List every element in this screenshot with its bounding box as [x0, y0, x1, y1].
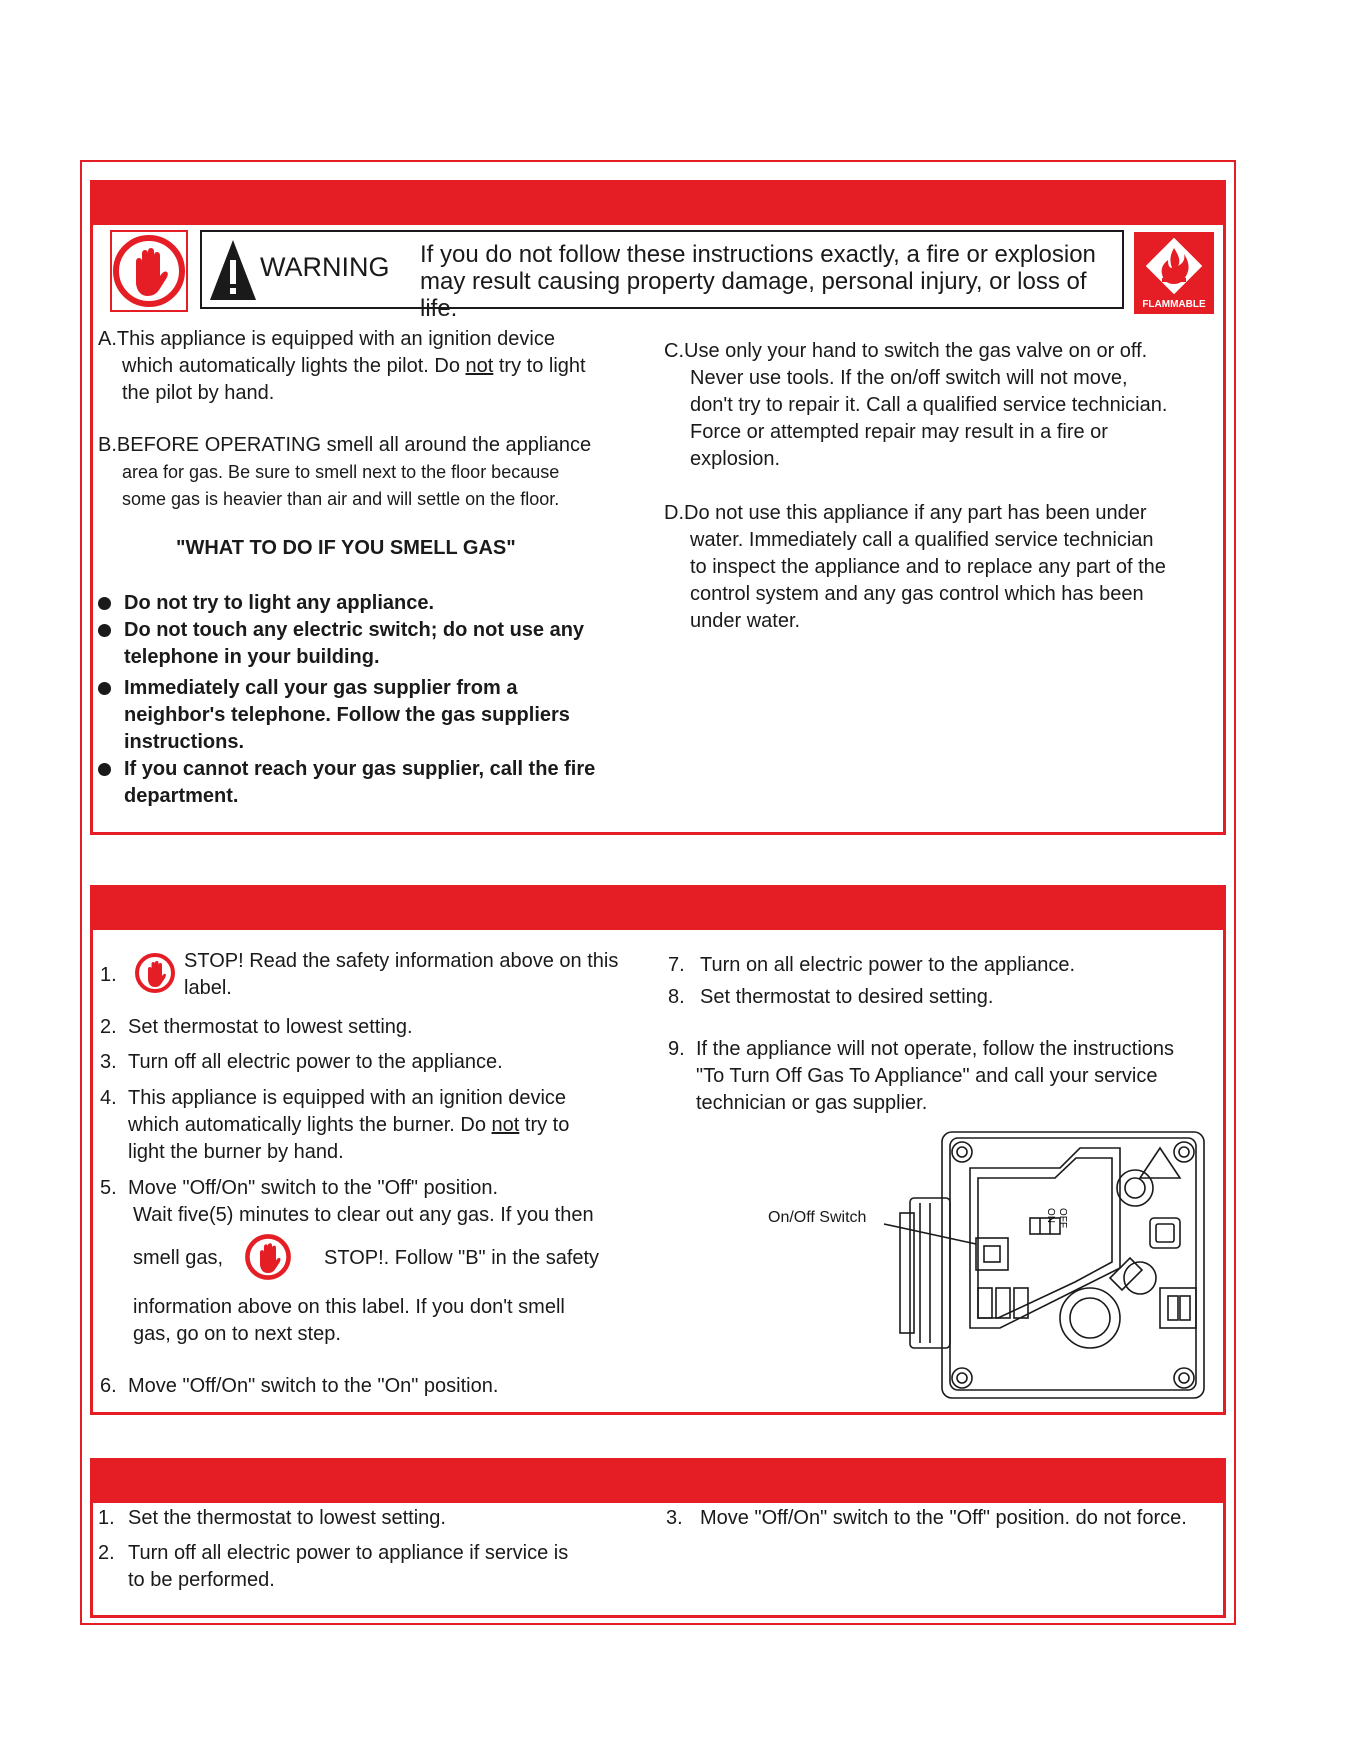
item-c-line: Force or attempted repair may result in a fire or [690, 421, 1108, 443]
stop-hand-icon [244, 1233, 292, 1281]
step-line: STOP! Read the safety information above on this [184, 950, 619, 972]
step-number: 5. [100, 1177, 117, 1199]
item-a [98, 326, 658, 407]
list-item [98, 590, 658, 617]
item-letter: D. [664, 502, 684, 524]
item-d-line: under water. [690, 610, 801, 632]
emphasis-not: not [465, 355, 494, 377]
bullet-icon [98, 763, 111, 776]
warning-word: WARNING [260, 252, 390, 282]
step-6 [100, 1373, 498, 1400]
item-c-line: Use only your hand to switch the gas valve on or off. [684, 340, 1148, 362]
step-text: technician or gas supplier. [696, 1092, 928, 1114]
step-number: 8. [668, 986, 685, 1008]
step-text: which automatically lights the burner. Do [128, 1114, 492, 1136]
item-c-line: explosion. [690, 448, 781, 470]
warning-box [200, 230, 1124, 322]
step-number: 3. [100, 1051, 117, 1073]
step-number: 1. [98, 1507, 115, 1529]
step-5-cont [133, 1294, 653, 1348]
step-8 [668, 984, 994, 1011]
bullet-icon [98, 624, 111, 637]
step-number: 4. [100, 1087, 117, 1109]
gas-valve-diagram [880, 1128, 1220, 1408]
item-a-line: This appliance is equipped with an ignition device [116, 328, 555, 350]
operating-header-bar [93, 888, 1223, 930]
step-number: 9. [668, 1038, 685, 1060]
smell-gas-heading: "WHAT TO DO IF YOU SMELL GAS" [176, 537, 516, 559]
flammable-label: FLAMMABLE [1142, 299, 1206, 310]
step-text: "To Turn Off Gas To Appliance" and call your service [696, 1065, 1158, 1087]
item-a-line: the pilot by hand. [122, 382, 275, 404]
step-1-text [184, 948, 664, 1002]
step-text: Turn off all electric power to the appliance. [128, 1051, 503, 1073]
list-item-text: Do not touch any electric switch; do not use any [124, 619, 585, 641]
smell-gas-list [98, 590, 658, 810]
turnoff-step-2 [98, 1540, 658, 1594]
step-5-smell: smell gas, [133, 1247, 224, 1269]
step-number: 3. [666, 1507, 683, 1529]
step-text: Turn off all electric power to appliance if service is [128, 1542, 569, 1564]
step-text: If the appliance will not operate, follow the instructions [696, 1038, 1175, 1060]
item-b-line: area for gas. Be sure to smell next to the floor because [122, 462, 560, 482]
item-c-line: don't try to repair it. Call a qualified service technician. [690, 394, 1168, 416]
step-text: Wait five(5) minutes to clear out any gas. If you then [133, 1204, 594, 1226]
step-2 [100, 1014, 413, 1041]
turn-off-panel [90, 1458, 1226, 1618]
step-text: information above on this label. If you don't smell [133, 1296, 565, 1318]
list-item [98, 675, 658, 756]
warning-triangle-icon [208, 238, 258, 302]
step-5-stop: STOP!. Follow "B" in the safety [324, 1247, 600, 1269]
stop-hand-box [110, 230, 188, 312]
item-letter: C. [664, 340, 684, 362]
list-item-text: Immediately call your gas supplier from a [124, 677, 518, 699]
item-b [98, 432, 658, 513]
step-line: label. [184, 977, 232, 999]
step-number: 2. [98, 1542, 115, 1564]
list-item-text: Do not try to light any appliance. [124, 592, 435, 614]
step-number: 6. [100, 1375, 117, 1397]
list-item [98, 756, 658, 810]
step-1-number: 1. [100, 964, 117, 986]
step-text: Move "Off/On" switch to the "Off" position. do not force. [700, 1507, 1187, 1529]
item-b-line: BEFORE OPERATING smell all around the appliance [116, 434, 592, 456]
list-item [98, 617, 658, 671]
step-text: to be performed. [128, 1569, 275, 1591]
item-d-line: control system and any gas control which has been [690, 583, 1144, 605]
step-text: Move "Off/On" switch to the "On" position. [128, 1375, 499, 1397]
flammable-box [1134, 232, 1214, 314]
step-text: Set thermostat to lowest setting. [128, 1016, 413, 1038]
valve-off-label: OFF [1057, 1208, 1068, 1228]
bullet-icon [98, 597, 111, 610]
step-text: Set the thermostat to lowest setting. [128, 1507, 446, 1529]
step-5 [100, 1175, 660, 1229]
step-9 [668, 1036, 1228, 1117]
item-d-line: Do not use this appliance if any part has been under [684, 502, 1147, 524]
switch-callout-label: On/Off Switch [768, 1209, 867, 1226]
item-letter: A. [98, 328, 117, 350]
warning-message [420, 241, 1120, 322]
step-text: This appliance is equipped with an ignition device [128, 1087, 567, 1109]
turnoff-step-1 [98, 1505, 446, 1532]
step-7 [668, 952, 1075, 979]
step-number: 2. [100, 1016, 117, 1038]
step-text: Turn on all electric power to the appliance. [700, 954, 1076, 976]
safety-header-bar [93, 183, 1223, 225]
step-text: try to [519, 1114, 570, 1136]
item-c-line: Never use tools. If the on/off switch will not move, [690, 367, 1128, 389]
step-text: gas, go on to next step. [133, 1323, 341, 1345]
item-letter: B. [98, 434, 117, 456]
step-text: Move "Off/On" switch to the "Off" position. [128, 1177, 499, 1199]
valve-on-label: ON [1045, 1208, 1056, 1223]
bullet-icon [98, 682, 111, 695]
warning-line: If you do not follow these instructions exactly, a fire or explosion [420, 241, 1096, 268]
item-b-line: some gas is heavier than air and will settle on the floor. [122, 489, 560, 509]
item-d-line: water. Immediately call a qualified service technician [690, 529, 1154, 551]
stop-hand-icon [112, 232, 186, 310]
step-3 [100, 1049, 503, 1076]
list-item-text: telephone in your building. [124, 646, 380, 668]
turn-off-header-bar [93, 1461, 1223, 1503]
stop-hand-icon [134, 952, 176, 994]
item-d-line: to inspect the appliance and to replace any part of the [690, 556, 1166, 578]
item-d [664, 500, 1224, 635]
list-item-text: instructions. [124, 731, 245, 753]
list-item-text: department. [124, 785, 239, 807]
step-number: 7. [668, 954, 685, 976]
list-item-text: neighbor's telephone. Follow the gas suppliers [124, 704, 570, 726]
item-a-line: try to light [493, 355, 586, 377]
item-a-line: which automatically lights the pilot. Do [122, 355, 466, 377]
step-text: Set thermostat to desired setting. [700, 986, 994, 1008]
item-c [664, 338, 1224, 473]
list-item-text: If you cannot reach your gas supplier, call the fire [124, 758, 596, 780]
warning-line: may result causing property damage, personal injury, or loss of life. [420, 268, 1087, 322]
step-text: light the burner by hand. [128, 1141, 344, 1163]
turnoff-step-3 [666, 1505, 1187, 1532]
step-4 [100, 1085, 660, 1166]
flammable-icon [1146, 238, 1202, 294]
emphasis-not: not [491, 1114, 520, 1136]
